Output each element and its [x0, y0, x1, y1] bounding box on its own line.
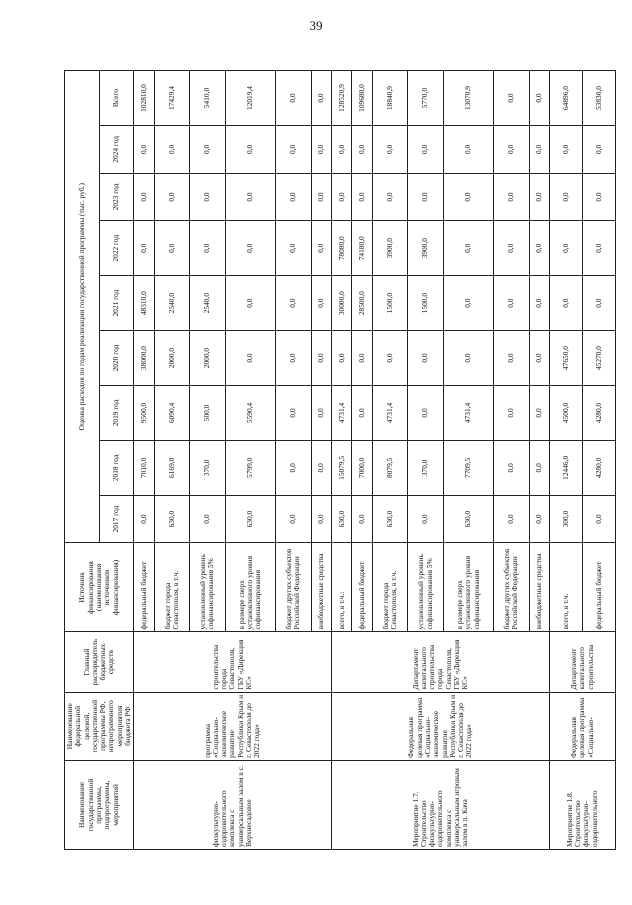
year-value-cell: 0,0 — [331, 126, 351, 174]
year-value-cell: 630,0 — [331, 495, 351, 543]
main-manager-cell: строительства города Севастополя, ГБУ «Дирекция КС» — [134, 632, 332, 692]
year-value-cell: 630,0 — [372, 495, 407, 543]
year-value-cell: 630,0 — [154, 495, 189, 543]
year-value-cell: 0,0 — [311, 126, 331, 174]
year-value-cell: 28500,0 — [352, 276, 372, 331]
year-value-cell: 38000,0 — [134, 331, 154, 386]
year-value-cell: 2000,0 — [154, 331, 189, 386]
year-value-cell: 0,0 — [331, 173, 351, 221]
header-year: 2018 год — [99, 440, 134, 495]
year-value-cell: 0,0 — [408, 126, 443, 174]
total-value-cell: 64896,0 — [550, 71, 583, 126]
year-value-cell: 4731,4 — [372, 385, 407, 440]
total-value-cell: 0,0 — [529, 71, 549, 126]
year-value-cell: 1500,0 — [372, 276, 407, 331]
header-source: Источник финансирования (наименования источников финансирования) — [65, 543, 134, 632]
year-value-cell: 0,0 — [276, 495, 311, 543]
funding-source-cell: всего, в т.ч. — [550, 543, 583, 632]
total-value-cell: 109680,0 — [352, 71, 372, 126]
year-value-cell: 0,0 — [443, 173, 493, 221]
year-value-cell: 0,0 — [443, 276, 493, 331]
year-value-cell: 4280,0 — [582, 385, 615, 440]
total-value-cell: 102810,0 — [134, 71, 154, 126]
year-value-cell: 0,0 — [225, 276, 275, 331]
year-value-cell: 0,0 — [582, 221, 615, 276]
funding-source-cell: бюджет города Севастополя, в т.ч. — [372, 543, 407, 632]
year-value-cell: 0,0 — [550, 276, 583, 331]
year-value-cell: 0,0 — [550, 173, 583, 221]
year-value-cell: 0,0 — [190, 173, 225, 221]
total-value-cell: 0,0 — [276, 71, 311, 126]
year-value-cell: 0,0 — [225, 221, 275, 276]
funding-source-cell: внебюджетные средства — [529, 543, 549, 632]
header-year: 2019 год — [99, 385, 134, 440]
year-value-cell: 0,0 — [154, 126, 189, 174]
funding-source-cell: федеральный бюджет — [582, 543, 615, 632]
year-value-cell: 2540,0 — [154, 276, 189, 331]
funding-source-cell: в размере сверх установленного уровня софинансирования — [225, 543, 275, 632]
year-value-cell: 0,0 — [550, 126, 583, 174]
total-value-cell: 0,0 — [311, 71, 331, 126]
year-value-cell: 0,0 — [408, 495, 443, 543]
year-value-cell: 3900,0 — [408, 221, 443, 276]
year-value-cell: 5799,0 — [225, 440, 275, 495]
year-value-cell: 0,0 — [494, 495, 529, 543]
year-value-cell: 47650,0 — [550, 331, 583, 386]
year-value-cell: 0,0 — [134, 495, 154, 543]
year-value-cell: 0,0 — [582, 126, 615, 174]
year-value-cell: 5590,4 — [225, 385, 275, 440]
activity-name-cell: физкультурно-оздоровительного комплекса с универсальным залом в с. Верхнесадовое — [134, 760, 332, 849]
year-value-cell: 0,0 — [494, 440, 529, 495]
year-value-cell: 630,0 — [225, 495, 275, 543]
year-value-cell: 78080,0 — [331, 221, 351, 276]
year-value-cell: 0,0 — [276, 385, 311, 440]
total-value-cell: 53830,0 — [582, 71, 615, 126]
year-value-cell: 0,0 — [225, 331, 275, 386]
year-value-cell: 12446,0 — [550, 440, 583, 495]
fed-program-cell: Федеральная целевая программа «Социально- — [550, 692, 616, 760]
year-value-cell: 0,0 — [372, 173, 407, 221]
main-manager-cell: Департамент капитального строительства города Севастополя, ГБУ «Дирекция КС» — [331, 632, 549, 692]
year-value-cell: 7000,0 — [352, 440, 372, 495]
header-main-manager: Главный распорядитель бюджетных средств — [65, 632, 134, 692]
activity-name-cell: Мероприятие 1.8. Строительство физкультурно-оздоровительного — [550, 760, 616, 849]
year-value-cell: 4500,0 — [550, 385, 583, 440]
year-value-cell: 0,0 — [352, 495, 372, 543]
year-value-cell: 0,0 — [494, 173, 529, 221]
year-value-cell: 0,0 — [494, 331, 529, 386]
year-value-cell: 0,0 — [529, 126, 549, 174]
total-value-cell: 5770,0 — [408, 71, 443, 126]
table-body — [134, 71, 615, 850]
year-value-cell: 0,0 — [276, 331, 311, 386]
year-value-cell: 0,0 — [352, 173, 372, 221]
header-name: Наименование государственной программы, подпрограммы, мероприятий — [65, 760, 134, 849]
main-manager-cell: Департамент капитального строительства — [550, 632, 616, 692]
year-value-cell: 15079,5 — [331, 440, 351, 495]
year-value-cell: 0,0 — [443, 221, 493, 276]
year-value-cell: 4280,0 — [582, 440, 615, 495]
year-value-cell: 0,0 — [225, 126, 275, 174]
year-value-cell: 0,0 — [529, 385, 549, 440]
year-value-cell: 0,0 — [494, 385, 529, 440]
year-value-cell: 0,0 — [276, 221, 311, 276]
year-value-cell: 4731,4 — [331, 385, 351, 440]
year-value-cell: 2000,0 — [190, 331, 225, 386]
year-value-cell: 0,0 — [190, 221, 225, 276]
year-value-cell: 0,0 — [582, 495, 615, 543]
year-value-cell: 0,0 — [311, 385, 331, 440]
year-value-cell: 0,0 — [311, 276, 331, 331]
funding-source-cell: установленный уровень софинансирования 5% — [408, 543, 443, 632]
total-value-cell: 0,0 — [494, 71, 529, 126]
year-value-cell: 0,0 — [311, 221, 331, 276]
year-value-cell: 0,0 — [408, 173, 443, 221]
year-value-cell: 0,0 — [550, 221, 583, 276]
total-value-cell: 5410,0 — [190, 71, 225, 126]
header-year: 2022 год — [99, 221, 134, 276]
table-row — [331, 71, 351, 850]
funding-source-cell: установленный уровень софинансирования 5% — [190, 543, 225, 632]
year-value-cell: 74180,0 — [352, 221, 372, 276]
header-fed-program: Наименование федеральной целевой, государственной программы РФ, непрограммного мероприятия бюджета РФ — [65, 692, 134, 760]
year-value-cell: 370,0 — [190, 440, 225, 495]
header-estimate: Оценка расходов по годам реализации государственной программы (тыс. руб.) — [65, 71, 100, 543]
year-value-cell: 7010,0 — [134, 440, 154, 495]
year-value-cell: 0,0 — [529, 276, 549, 331]
funding-source-cell: внебюджетные средства — [311, 543, 331, 632]
table-row — [550, 71, 583, 850]
year-value-cell: 0,0 — [311, 331, 331, 386]
year-value-cell: 0,0 — [494, 126, 529, 174]
year-value-cell: 0,0 — [443, 331, 493, 386]
year-value-cell: 30000,0 — [331, 276, 351, 331]
total-value-cell: 17429,4 — [154, 71, 189, 126]
funding-source-cell: бюджет города Севастополя, в т.ч. — [154, 543, 189, 632]
year-value-cell: 0,0 — [494, 276, 529, 331]
funding-source-cell: бюджет других субъектов Российской Федерации — [494, 543, 529, 632]
year-value-cell: 0,0 — [582, 173, 615, 221]
year-value-cell: 0,0 — [408, 331, 443, 386]
year-value-cell: 0,0 — [529, 331, 549, 386]
fed-program-cell: программа «Социально-экономическое развитие Республики Крым и г. Севастополя до 2022 года» — [134, 692, 332, 760]
year-value-cell: 0,0 — [276, 440, 311, 495]
funding-source-cell: федеральный бюджет — [352, 543, 372, 632]
year-value-cell: 0,0 — [529, 440, 549, 495]
year-value-cell: 48310,0 — [134, 276, 154, 331]
year-value-cell: 0,0 — [311, 173, 331, 221]
year-value-cell: 0,0 — [408, 385, 443, 440]
year-value-cell: 0,0 — [154, 221, 189, 276]
year-value-cell: 9500,0 — [134, 385, 154, 440]
year-value-cell: 6090,4 — [154, 385, 189, 440]
year-value-cell: 500,0 — [190, 385, 225, 440]
year-value-cell: 0,0 — [529, 221, 549, 276]
year-value-cell: 0,0 — [372, 126, 407, 174]
header-year: 2023 год — [99, 173, 134, 221]
total-value-cell: 13070,9 — [443, 71, 493, 126]
funding-source-cell: всего, в т.ч.: — [331, 543, 351, 632]
year-value-cell: 0,0 — [134, 221, 154, 276]
year-value-cell: 0,0 — [331, 331, 351, 386]
budget-table — [64, 70, 616, 850]
year-value-cell: 0,0 — [276, 126, 311, 174]
funding-source-cell: федеральный бюджет — [134, 543, 154, 632]
header-year: 2017 год — [99, 495, 134, 543]
funding-source-cell: в размере сверх установленного уровня софинансирования — [443, 543, 493, 632]
year-value-cell: 0,0 — [311, 440, 331, 495]
year-value-cell: 0,0 — [494, 221, 529, 276]
year-value-cell: 0,0 — [190, 495, 225, 543]
year-value-cell: 7709,5 — [443, 440, 493, 495]
year-value-cell: 0,0 — [582, 276, 615, 331]
year-value-cell: 0,0 — [352, 385, 372, 440]
header-year: 2024 год — [99, 126, 134, 174]
year-value-cell: 3900,0 — [372, 221, 407, 276]
year-value-cell: 0,0 — [276, 173, 311, 221]
year-value-cell: 630,0 — [443, 495, 493, 543]
total-value-cell: 18840,9 — [372, 71, 407, 126]
year-value-cell: 2540,0 — [190, 276, 225, 331]
funding-source-cell: бюджет других субъектов Российской Федерации — [276, 543, 311, 632]
year-value-cell: 0,0 — [372, 331, 407, 386]
year-value-cell: 45270,0 — [582, 331, 615, 386]
year-value-cell: 0,0 — [225, 173, 275, 221]
year-value-cell: 370,0 — [408, 440, 443, 495]
year-value-cell: 0,0 — [443, 126, 493, 174]
header-year: 2021 год — [99, 276, 134, 331]
fed-program-cell: Федеральная целевая программа «Социально-экономическое развитие Республики Крым и г. Севастополя до 2022 года» — [331, 692, 549, 760]
year-value-cell: 0,0 — [134, 126, 154, 174]
year-value-cell: 300,0 — [550, 495, 583, 543]
year-value-cell: 0,0 — [529, 173, 549, 221]
total-value-cell: 12019,4 — [225, 71, 275, 126]
year-value-cell: 0,0 — [311, 495, 331, 543]
year-value-cell: 6169,0 — [154, 440, 189, 495]
header-year: 2020 год — [99, 331, 134, 386]
year-value-cell: 0,0 — [352, 331, 372, 386]
activity-name-cell: Мероприятие 1.7. Строительство физкультурно-оздоровительного комплекса с универсальным игровым залом в п. Кача — [331, 760, 549, 849]
year-value-cell: 1500,0 — [408, 276, 443, 331]
year-value-cell: 0,0 — [352, 126, 372, 174]
year-value-cell: 8079,5 — [372, 440, 407, 495]
year-value-cell: 0,0 — [154, 173, 189, 221]
rotated-table-container — [64, 70, 603, 850]
year-value-cell: 0,0 — [276, 276, 311, 331]
year-value-cell: 0,0 — [529, 495, 549, 543]
year-value-cell: 0,0 — [134, 173, 154, 221]
year-value-cell: 4731,4 — [443, 385, 493, 440]
table-row — [134, 71, 154, 850]
header-total: Всего — [99, 71, 134, 126]
year-value-cell: 0,0 — [190, 126, 225, 174]
total-value-cell: 128520,9 — [331, 71, 351, 126]
page-number: 39 — [309, 18, 323, 33]
